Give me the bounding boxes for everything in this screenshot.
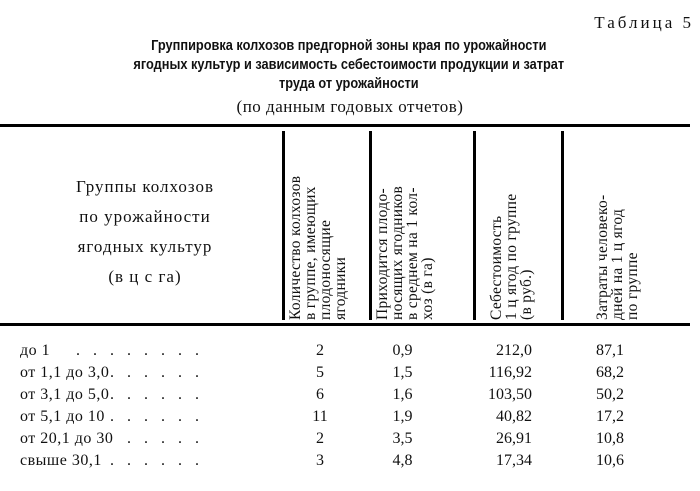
labor-cell: 87,1 bbox=[596, 342, 624, 359]
table-row bbox=[0, 406, 700, 428]
area-cell: 1,6 bbox=[392, 386, 413, 403]
table-row bbox=[0, 450, 700, 472]
table-row bbox=[0, 428, 700, 450]
table-row bbox=[0, 384, 700, 406]
header-group-column: Группы колхозов по урожайности ягодных культур (в ц с га) bbox=[75, 177, 215, 286]
column-divider bbox=[282, 131, 285, 320]
group-label: свыше 30,1 bbox=[20, 452, 102, 469]
header-area-column: Приходится плодо- носящих ягодников в среднем на 1 кол- хоз (в га) bbox=[374, 185, 436, 320]
count-cell: 2 bbox=[316, 430, 324, 447]
dot-leader: ...... bbox=[110, 408, 212, 425]
labor-cell: 10,8 bbox=[596, 430, 624, 447]
cost-cell: 26,91 bbox=[496, 430, 532, 447]
group-label: до 1 bbox=[20, 342, 51, 359]
header-labor-column: Затраты человеко- дней на 1 ц ягод по группе bbox=[594, 194, 641, 320]
column-divider bbox=[369, 131, 372, 320]
cost-cell: 116,92 bbox=[488, 364, 532, 381]
count-cell: 6 bbox=[316, 386, 324, 403]
header-cost-column: Себестоимость 1 ц ягод по группе (в руб.) bbox=[488, 193, 535, 320]
dot-leader: ...... bbox=[110, 452, 212, 469]
caption-line: труда от урожайности bbox=[278, 76, 419, 92]
count-cell: 2 bbox=[316, 342, 324, 359]
labor-cell: 17,2 bbox=[596, 408, 624, 425]
cost-cell: 40,82 bbox=[496, 408, 532, 425]
caption-line: ягодных культур и зависимость себестоимости продукции и затрат bbox=[133, 57, 565, 73]
column-divider bbox=[561, 131, 564, 320]
table-caption bbox=[41, 37, 657, 94]
count-cell: 11 bbox=[312, 408, 328, 425]
dot-leader: ..... bbox=[127, 430, 212, 447]
group-label: от 1,1 до 3,0 bbox=[20, 364, 110, 381]
table-header-rule bbox=[0, 323, 690, 326]
table-top-rule bbox=[0, 124, 690, 127]
header-count-column: Количество колхозов в группе, имеющих плодоносящие ягодники bbox=[287, 175, 349, 320]
caption-line: Группировка колхозов предгорной зоны края по урожайности bbox=[151, 38, 547, 54]
table-row bbox=[0, 362, 700, 384]
area-cell: 1,5 bbox=[392, 364, 413, 381]
dot-leader: ...... bbox=[110, 364, 212, 381]
cost-cell: 103,50 bbox=[488, 386, 532, 403]
labor-cell: 10,6 bbox=[596, 452, 624, 469]
dot-leader: ...... bbox=[110, 386, 212, 403]
area-cell: 0,9 bbox=[392, 342, 413, 359]
group-label: от 5,1 до 10 bbox=[20, 408, 105, 425]
table-row bbox=[0, 340, 700, 362]
column-divider bbox=[473, 131, 476, 320]
source-note: (по данным годовых отчетов) bbox=[236, 97, 464, 116]
area-cell: 1,9 bbox=[392, 408, 413, 425]
table-number: Таблица 5 bbox=[594, 13, 694, 32]
count-cell: 5 bbox=[316, 364, 324, 381]
labor-cell: 68,2 bbox=[596, 364, 624, 381]
group-label: от 3,1 до 5,0 bbox=[20, 386, 110, 403]
cost-cell: 17,34 bbox=[496, 452, 532, 469]
area-cell: 4,8 bbox=[392, 452, 413, 469]
group-label: от 20,1 до 30 bbox=[20, 430, 114, 447]
labor-cell: 50,2 bbox=[596, 386, 624, 403]
cost-cell: 212,0 bbox=[496, 342, 532, 359]
table-body bbox=[0, 340, 700, 472]
dot-leader: ........ bbox=[76, 342, 212, 359]
area-cell: 3,5 bbox=[392, 430, 413, 447]
count-cell: 3 bbox=[316, 452, 324, 469]
